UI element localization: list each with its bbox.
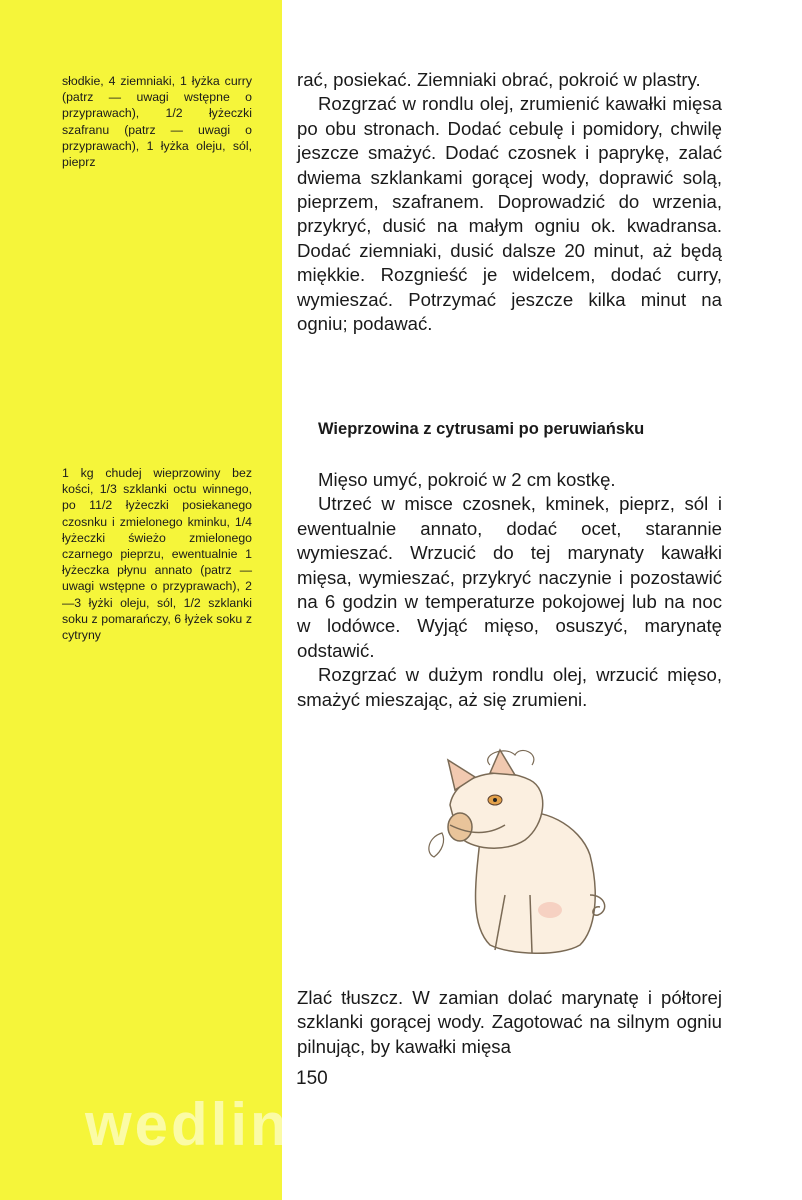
paragraph: rać, posiekać. Ziemniaki obrać, pokroić w plastry. [297, 69, 701, 90]
yellow-sidebar [0, 0, 282, 1200]
paragraph: Rozgrzać w dużym rondlu olej, wrzucić mięso, smażyć mieszając, aż się zrumieni. [297, 664, 722, 710]
paragraph: Mięso umyć, pokroić w 2 cm kostkę. [318, 469, 616, 490]
paragraph: Rozgrzać w rondlu olej, zrumienić kawałki mięsa po obu stronach. Dodać cebulę i pomidory, chwilę jeszcze smażyć. Dodać czosnek i paprykę, zalać dwiema szklankami gorącej wody, doprawić solą, pieprzem, szafranem. Doprowadzić do wrzenia, przykryć, dusić na małym ogniu ok. kwadransa. Dodać ziemniaki, dusić dalsze 20 minut, aż będą miękkie. Rozgnieść je widelcem, dodać curry, wymieszać. Potrzymać jeszcze kilka minut na ogniu; podawać. [297, 93, 722, 335]
page-number: 150 [296, 1068, 328, 1089]
paragraph: Zlać tłuszcz. W zamian dolać marynatę i półtorej szklanki gorącej wody. Zagotować na silnym ogniu pilnując, by kawałki mięsa [297, 987, 722, 1057]
recipe-text-middle [297, 468, 722, 712]
paragraph: Utrzeć w misce czosnek, kminek, pieprz, sól i ewentualnie annato, dodać ocet, starannie wymieszać. Wrzucić do tej marynaty kawałki mięsa, wymieszać, przykryć naczynie i pozostawić na 6 godzin w temperaturze pokojowej lub na noc w lodówce. Wyjąć mięso, osuszyć, marynatę odstawić. [297, 493, 722, 661]
watermark: wedlinydomowe.pl [85, 1091, 667, 1158]
ingredients-list-2: 1 kg chudej wieprzowiny bez kości, 1/3 szklanki octu winnego, po 11/2 łyżeczki posiekanego czosnku i zmielonego kminku, 1/4 łyżeczki świeżo zmielonego czarnego pieprzu, ewentualnie 1 łyżeczka płynu annato (patrz — uwagi wstępne o przyprawach), 2—3 łyżki oleju, sól, 1/2 szklanki soku z pomarańczy, 6 łyżek soku z cytryny [62, 466, 252, 643]
recipe-text-bottom [297, 986, 722, 1059]
recipe-text-top [297, 68, 722, 336]
pig-illustration [420, 745, 620, 960]
ingredients-list-1: słodkie, 4 ziemniaki, 1 łyżka curry (patrz — uwagi wstępne o przyprawach), 1/2 łyżeczki szafranu (patrz — uwagi o przyprawach), 1 łyżka oleju, sól, pieprz [62, 74, 252, 170]
recipe-title: Wieprzowina z cytrusami po peruwiańsku [318, 420, 645, 438]
